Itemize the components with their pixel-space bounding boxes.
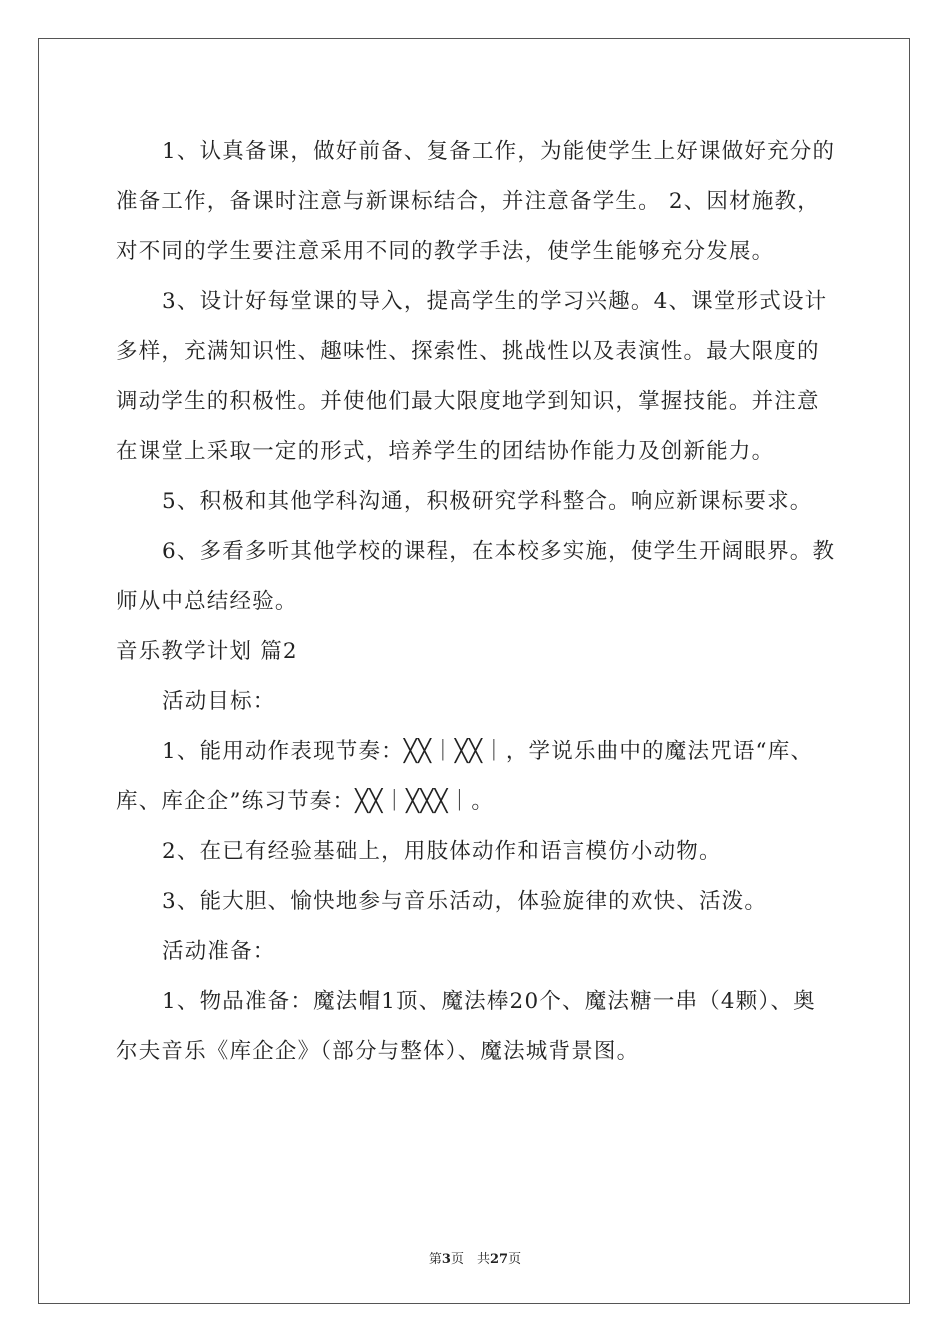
paragraph: 6、多看多听其他学校的课程，在本校多实施，使学生开阔眼界。教师从中总结经验。 bbox=[116, 539, 836, 614]
prep-item: 1、物品准备：魔法帽1顶、魔法棒20个、魔法糖一串（4颗）、奥尔夫音乐《库企企》（部分与整体）、魔法城背景图。 bbox=[116, 989, 816, 1064]
footer-suffix: 页 bbox=[508, 1252, 522, 1267]
goal-item: 1、能用动作表现节奏：╳╳｜╳╳｜，学说乐曲中的魔法咒语“库、库、库企企”练习节奏：╳╳｜╳╳╳｜。 bbox=[116, 739, 814, 814]
current-page-number: 3 bbox=[441, 1252, 451, 1267]
prep-label: 活动准备： bbox=[162, 939, 276, 964]
page-footer bbox=[0, 1248, 950, 1267]
section-heading: 音乐教学计划 篇2 bbox=[116, 639, 298, 664]
goal-item: 2、在已有经验基础上，用肢体动作和语言模仿小动物。 bbox=[162, 839, 722, 864]
footer-prefix: 第 bbox=[428, 1252, 442, 1267]
goals-label: 活动目标： bbox=[162, 689, 276, 714]
paragraph: 1、认真备课，做好前备、复备工作，为能使学生上好课做好充分的准备工作，备课时注意与新课标结合，并注意备学生。 2、因材施教，对不同的学生要注意采用不同的教学手法，使学生能够充分发展。 bbox=[116, 139, 836, 264]
goal-item: 3、能大胆、愉快地参与音乐活动，体验旋律的欢快、活泼。 bbox=[162, 889, 768, 914]
document-body bbox=[116, 127, 838, 1077]
total-pages-number: 27 bbox=[489, 1252, 509, 1267]
footer-mid: 页 共 bbox=[450, 1252, 490, 1267]
paragraph: 5、积极和其他学科沟通，积极研究学科整合。响应新课标要求。 bbox=[162, 489, 813, 514]
paragraph: 3、设计好每堂课的导入，提高学生的学习兴趣。4、课堂形式设计多样，充满知识性、趣味性、探索性、挑战性以及表演性。最大限度的调动学生的积极性。并使他们最大限度地学到知识，掌握技能。并注意在课堂上采取一定的形式，培养学生的团结协作能力及创新能力。 bbox=[116, 289, 828, 464]
